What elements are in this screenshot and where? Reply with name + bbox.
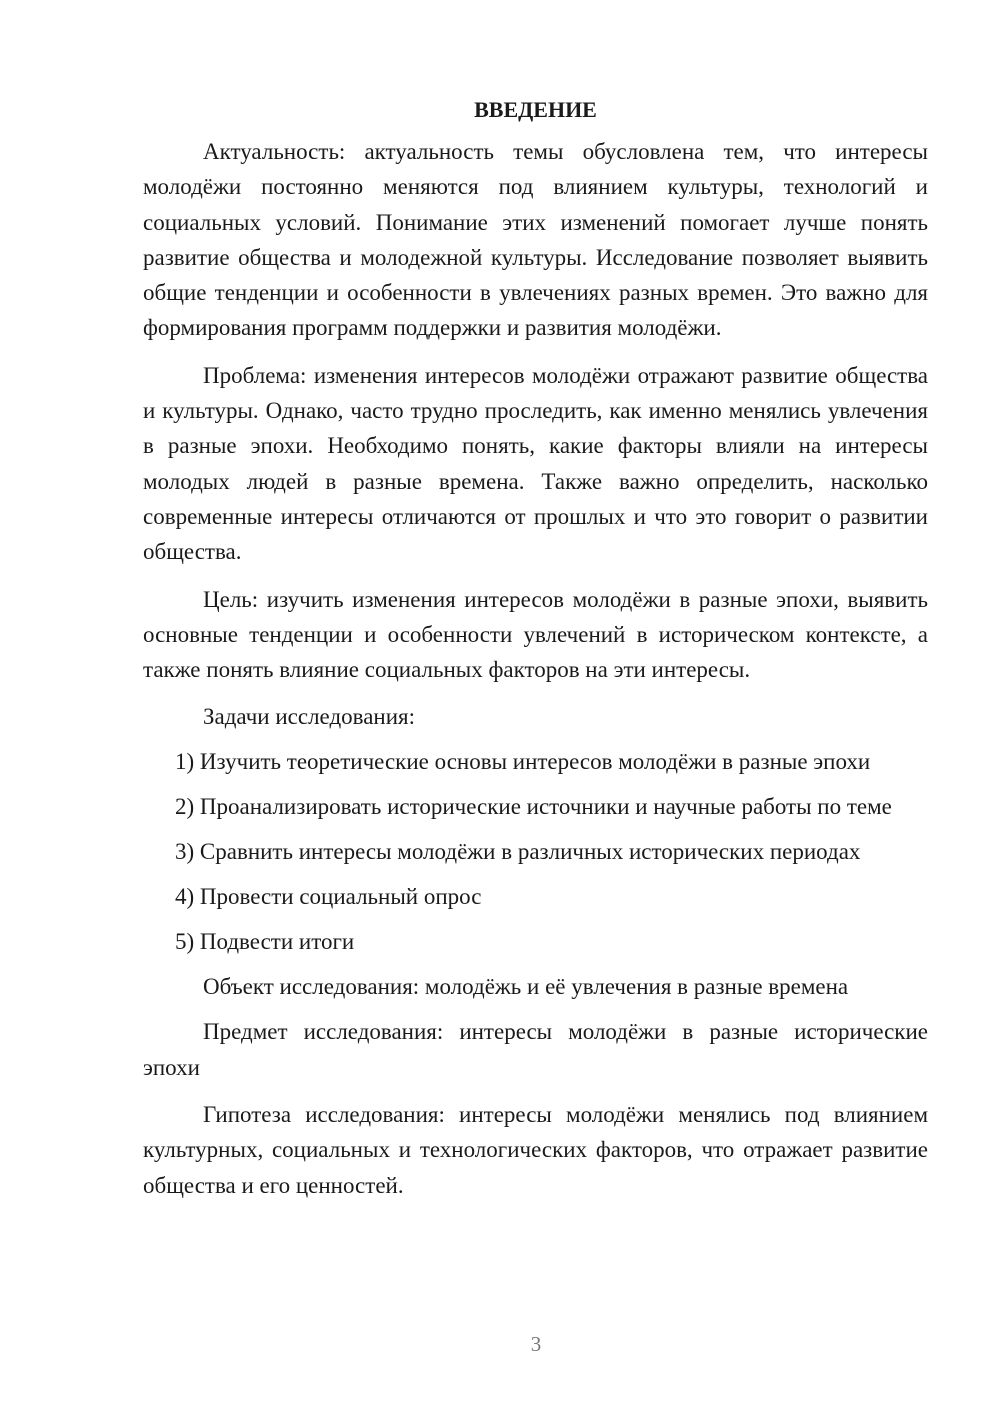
task-item: 3) Сравнить интересы молодёжи в различных исторических периодах [175, 839, 861, 865]
tasks-heading: Задачи исследования: [203, 704, 416, 730]
subject-paragraph: Предмет исследования: интересы молодёжи в разные исторические эпохи [143, 1019, 928, 1080]
problem-paragraph: Проблема: изменения интересов молодёжи отражают развитие общества и культуры. Однако, часто трудно проследить, как именно менялись увлечения в разные эпохи. Необходимо понять, какие факторы влияли на интересы молодых людей в разные времена. Также важно определить, насколько современные интересы отличаются от прошлых и что это говорит о развитии общества. [143, 362, 928, 565]
relevance-paragraph: Актуальность: актуальность темы обусловлена тем, что интересы молодёжи постоянно меняются под влиянием культуры, технологий и социальных условий. Понимание этих изменений помогает лучше понять развитие общества и молодежной культуры. Исследование позволяет выявить общие тенденции и особенности в увлечениях разных времен. Это важно для формирования программ поддержки и развития молодёжи. [143, 139, 928, 341]
task-item: 5) Подвести итоги [175, 929, 355, 955]
tasks-list [143, 744, 928, 959]
task-item: 1) Изучить теоретические основы интересов молодёжи в разные эпохи [175, 749, 871, 775]
section-title: ВВЕДЕНИЕ [474, 97, 597, 122]
hypothesis-paragraph: Гипотеза исследования: интересы молодёжи менялись под влиянием культурных, социальных и технологических факторов, что отражает развитие общества и его ценностей. [143, 1102, 928, 1198]
page-number: 3 [530, 1332, 542, 1356]
goal-paragraph: Цель: изучить изменения интересов молодёжи в разные эпохи, выявить основные тенденции и особенности увлечений в историческом контексте, а также понять влияние социальных факторов на эти интересы. [143, 586, 928, 683]
task-item: 2) Проанализировать исторические источники и научные работы по теме [175, 794, 892, 820]
task-item: 4) Провести социальный опрос [175, 884, 482, 910]
object-paragraph: Объект исследования: молодёжь и её увлечения в разные времена [203, 974, 849, 1000]
document-page [143, 92, 928, 1215]
